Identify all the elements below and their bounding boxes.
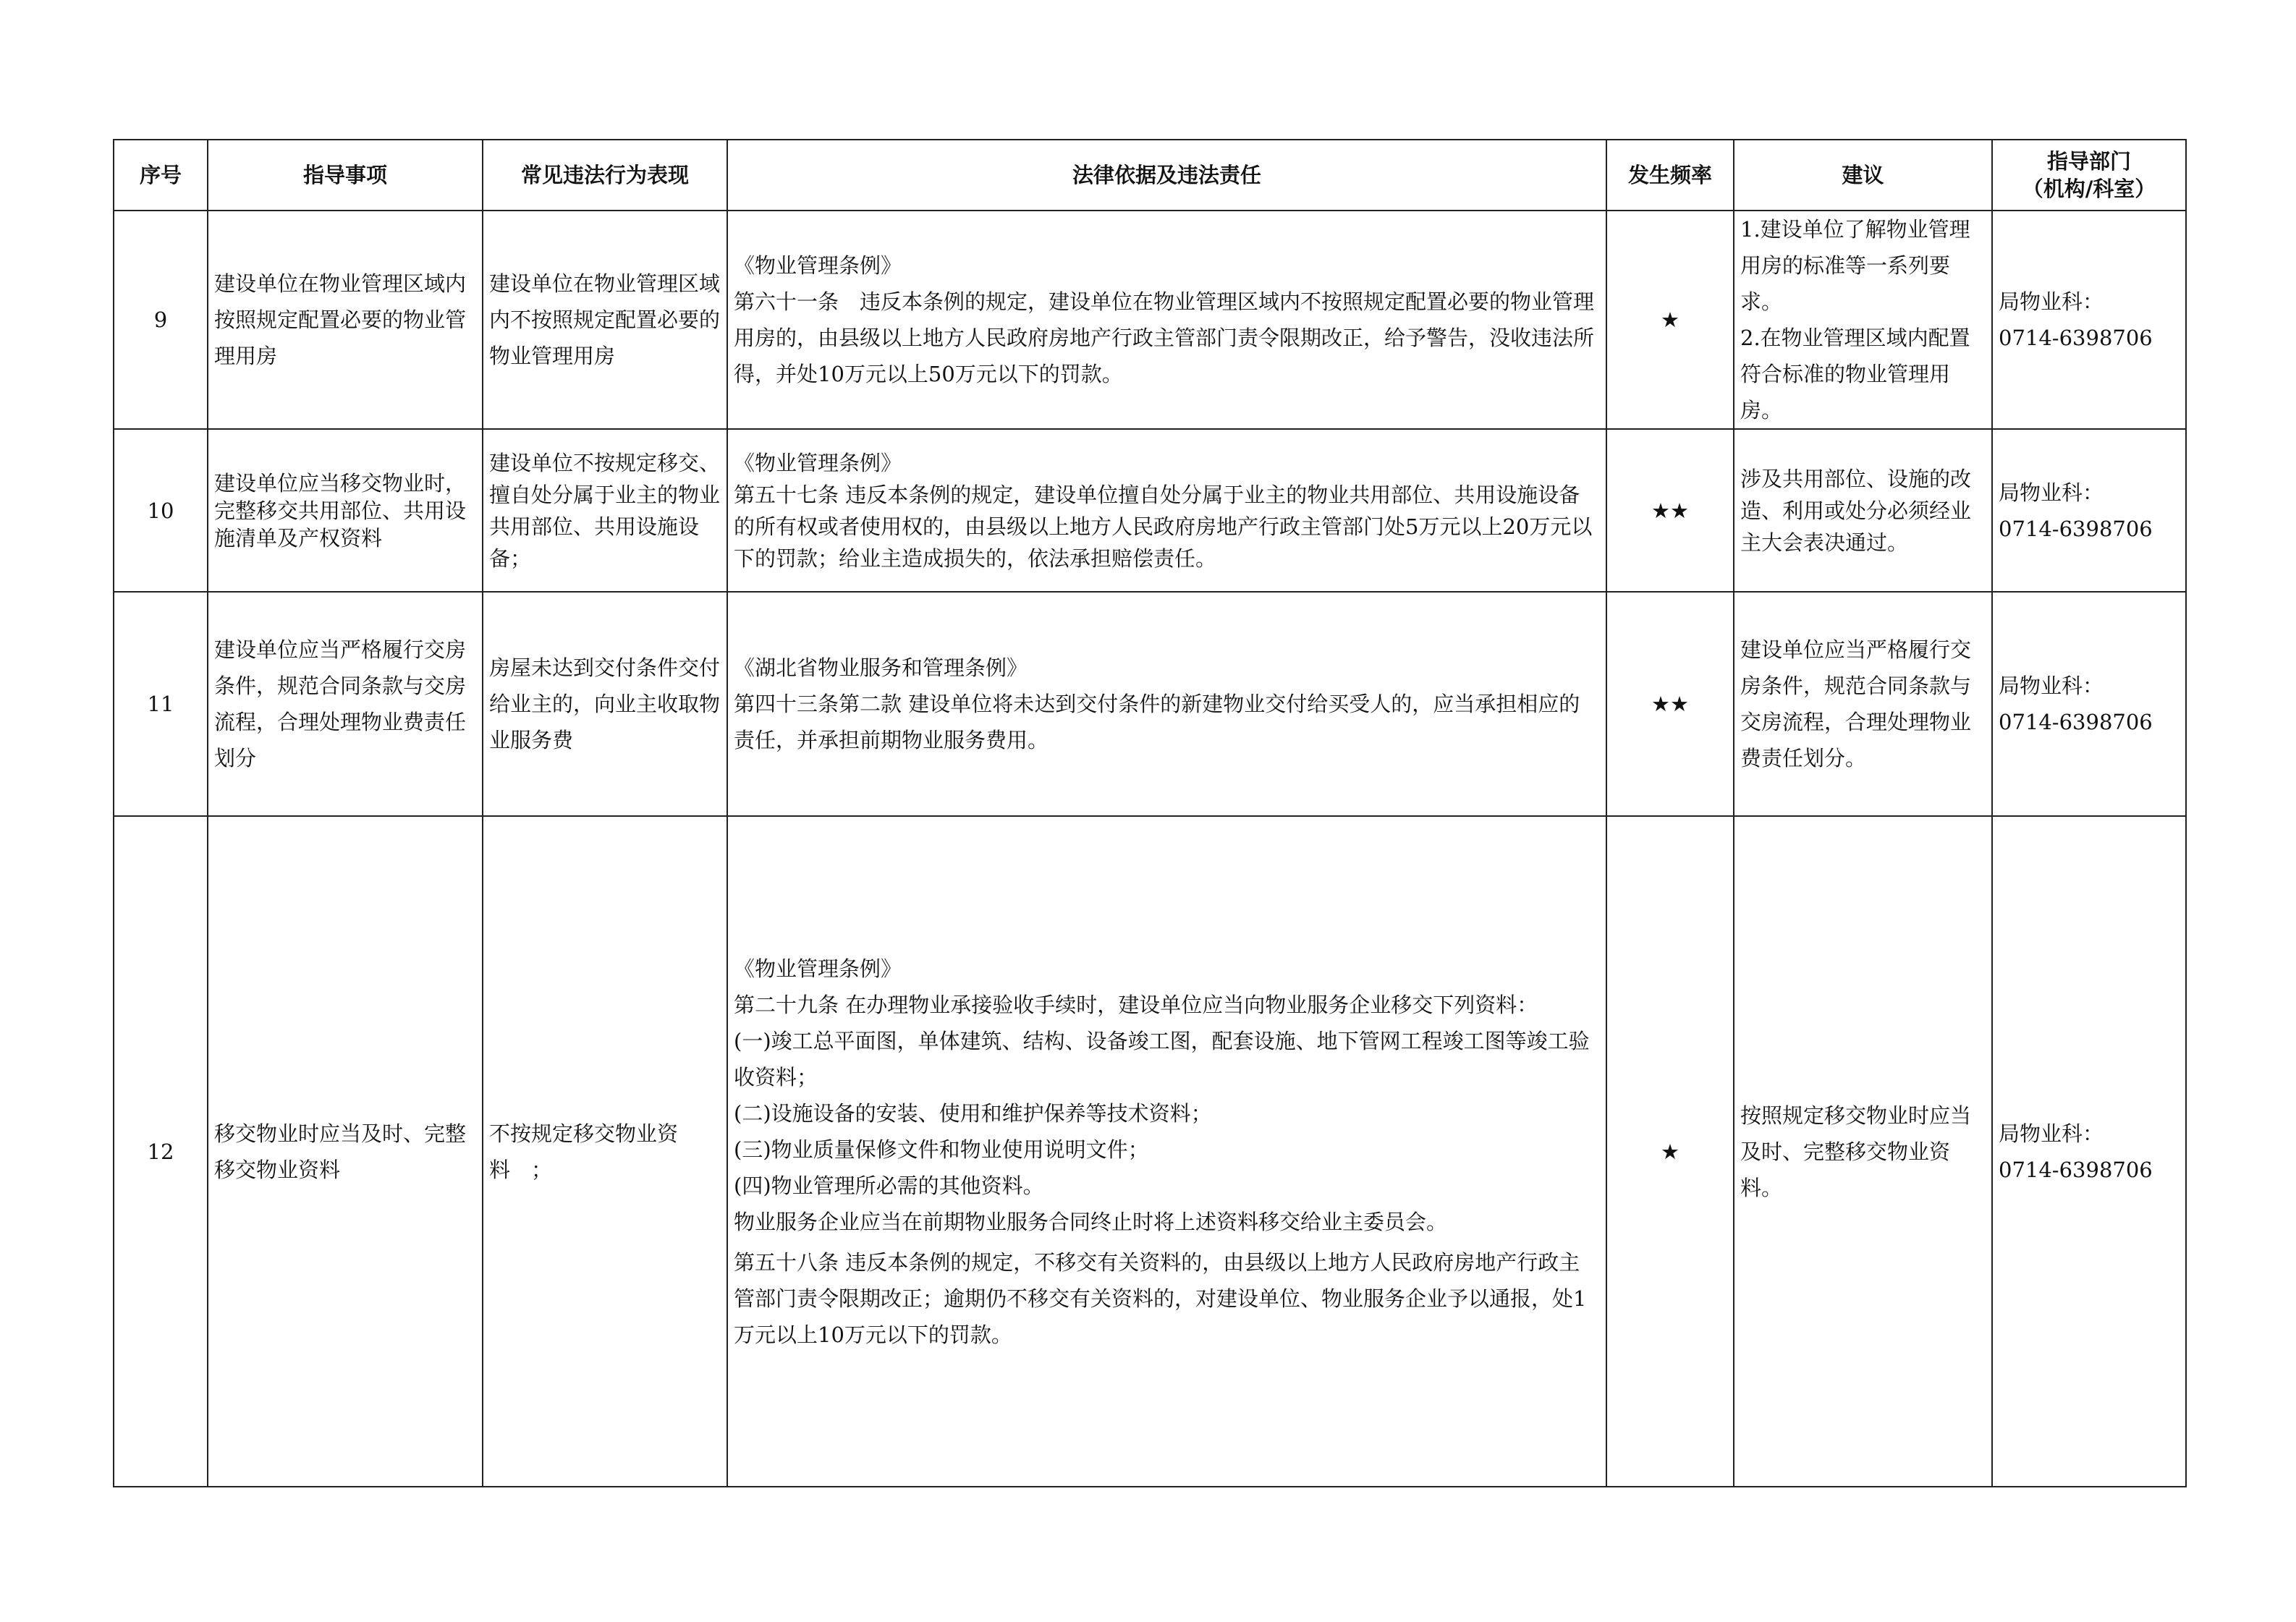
dept-cell: [1992, 816, 2186, 1487]
table-row: [114, 429, 2186, 592]
row-number: 11: [114, 592, 208, 816]
law-title: 《物业管理条例》: [734, 956, 902, 981]
dept-phone: 0714-6398706: [1999, 326, 2153, 350]
header-suggestion: 建议: [1734, 140, 1992, 211]
dept-phone: 0714-6398706: [1999, 516, 2153, 541]
header-item: 指导事项: [208, 140, 483, 211]
header-behavior: 常见违法行为表现: [483, 140, 727, 211]
suggestion-line: 按照规定移交物业时应当及时、完整移交物业资料。: [1740, 1103, 1972, 1200]
frequency-stars: ★: [1606, 816, 1734, 1487]
law-list-item: (三)物业质量保修文件和物业使用说明文件；: [734, 1137, 1149, 1162]
violation-behavior: 建设单位不按规定移交、擅自处分属于业主的物业共用部位、共用设施设备；: [489, 450, 721, 571]
suggestion-line: 2.在物业管理区域内配置符合标准的物业管理用房。: [1740, 326, 1970, 423]
frequency-stars: ★★: [1606, 429, 1734, 592]
law-article: 第五十八条 违反本条例的规定，不移交有关资料的，由县级以上地方人民政府房地产行政主管部门责令限期改正；逾期仍不移交有关资料的，对建设单位、物业服务企业予以通报，处1万元以上10万元以下的罚款。: [734, 1249, 1587, 1347]
law-article: 第四十三条第二款 建设单位将未达到交付条件的新建物业交付给买受人的，应当承担相应的责任，并承担前期物业服务费用。: [734, 692, 1580, 752]
law-title: 《湖北省物业服务和管理条例》: [734, 655, 1028, 680]
law-article: 第二十九条 在办理物业承接验收手续时，建设单位应当向物业服务企业移交下列资料：: [734, 992, 1538, 1017]
header-row: [114, 140, 2186, 211]
violation-behavior: 建设单位在物业管理区域内不按照规定配置必要的物业管理用房: [489, 271, 721, 368]
frequency-stars: ★★: [1606, 592, 1734, 816]
guidance-table: [113, 139, 2187, 1487]
dept-phone: 0714-6398706: [1999, 1157, 2153, 1182]
law-list-item: (一)竣工总平面图，单体建筑、结构、设备竣工图，配套设施、地下管网工程竣工图等竣工验收资料；: [734, 1028, 1590, 1090]
law-article: 第五十七条 违反本条例的规定，建设单位擅自处分属于业主的物业共用部位、共用设施设备的所有权或者使用权的，由县级以上地方人民政府房地产行政主管部门处5万元以上20万元以下的罚款；给业主造成损失的，依法承担赔偿责任。: [734, 482, 1593, 571]
suggestion-cell: [1734, 816, 1992, 1487]
guidance-item-cell: [208, 211, 483, 429]
guidance-item: 建设单位应当移交物业时，完整移交共用部位、共用设施清单及产权资料: [214, 470, 467, 551]
dept-name: 局物业科：: [1999, 480, 2104, 505]
law-title: 《物业管理条例》: [734, 450, 902, 475]
row-number: 10: [114, 429, 208, 592]
header-frequency: 发生频率: [1606, 140, 1734, 211]
law-article: 第六十一条 违反本条例的规定，建设单位在物业管理区域内不按照规定配置必要的物业管理用房的，由县级以上地方人民政府房地产行政主管部门责令限期改正，给予警告，没收违法所得，并处10万元以上50万元以下的罚款。: [734, 289, 1595, 386]
guidance-item: 移交物业时应当及时、完整移交物业资料: [214, 1121, 467, 1182]
dept-name: 局物业科：: [1999, 1121, 2104, 1146]
row-number: 9: [114, 211, 208, 429]
legal-basis-cell: [727, 592, 1606, 816]
violation-behavior-cell: [483, 816, 727, 1487]
dept-name: 局物业科：: [1999, 674, 2104, 698]
dept-phone: 0714-6398706: [1999, 710, 2153, 734]
suggestion-cell: [1734, 211, 1992, 429]
violation-behavior-cell: [483, 211, 727, 429]
dept-cell: [1992, 592, 2186, 816]
dept-name: 局物业科：: [1999, 289, 2104, 314]
legal-basis-cell: [727, 816, 1606, 1487]
legal-basis-cell: [727, 429, 1606, 592]
suggestion-line: 1.建设单位了解物业管理用房的标准等一系列要求。: [1740, 217, 1970, 314]
dept-cell: [1992, 211, 2186, 429]
law-paragraph: 物业服务企业应当在前期物业服务合同终止时将上述资料移交给业主委员会。: [734, 1209, 1448, 1234]
table-row: [114, 816, 2186, 1487]
header-dept-line2: （机构/科室）: [2022, 177, 2156, 201]
dept-cell: [1992, 429, 2186, 592]
guidance-item: 建设单位在物业管理区域内按照规定配置必要的物业管理用房: [214, 271, 467, 368]
law-list-item: (二)设施设备的安装、使用和维护保养等技术资料；: [734, 1100, 1212, 1126]
header-law: 法律依据及违法责任: [727, 140, 1606, 211]
suggestion-cell: [1734, 592, 1992, 816]
guidance-item: 建设单位应当严格履行交房条件，规范合同条款与交房流程，合理处理物业费责任划分: [214, 637, 467, 770]
suggestion-line: 涉及共用部位、设施的改造、利用或处分必须经业主大会表决通过。: [1740, 466, 1972, 555]
table-row: [114, 592, 2186, 816]
guidance-item-cell: [208, 592, 483, 816]
violation-behavior-cell: [483, 429, 727, 592]
frequency-stars: ★: [1606, 211, 1734, 429]
guidance-item-cell: [208, 816, 483, 1487]
law-list-item: (四)物业管理所必需的其他资料。: [734, 1173, 1044, 1198]
header-no: 序号: [114, 140, 208, 211]
suggestion-cell: [1734, 429, 1992, 592]
header-dept: [1992, 140, 2186, 211]
legal-basis-cell: [727, 211, 1606, 429]
header-dept-line1: 指导部门: [2046, 149, 2131, 174]
suggestion-line: 建设单位应当严格履行交房条件，规范合同条款与交房流程，合理处理物业费责任划分。: [1740, 637, 1972, 770]
violation-behavior-cell: [483, 592, 727, 816]
law-title: 《物业管理条例》: [734, 253, 902, 278]
table-row: [114, 211, 2186, 429]
guidance-item-cell: [208, 429, 483, 592]
violation-behavior: 不按规定移交物业资料 ；: [489, 1121, 679, 1182]
violation-behavior: 房屋未达到交付条件交付给业主的，向业主收取物业服务费: [489, 655, 721, 752]
row-number: 12: [114, 816, 208, 1487]
